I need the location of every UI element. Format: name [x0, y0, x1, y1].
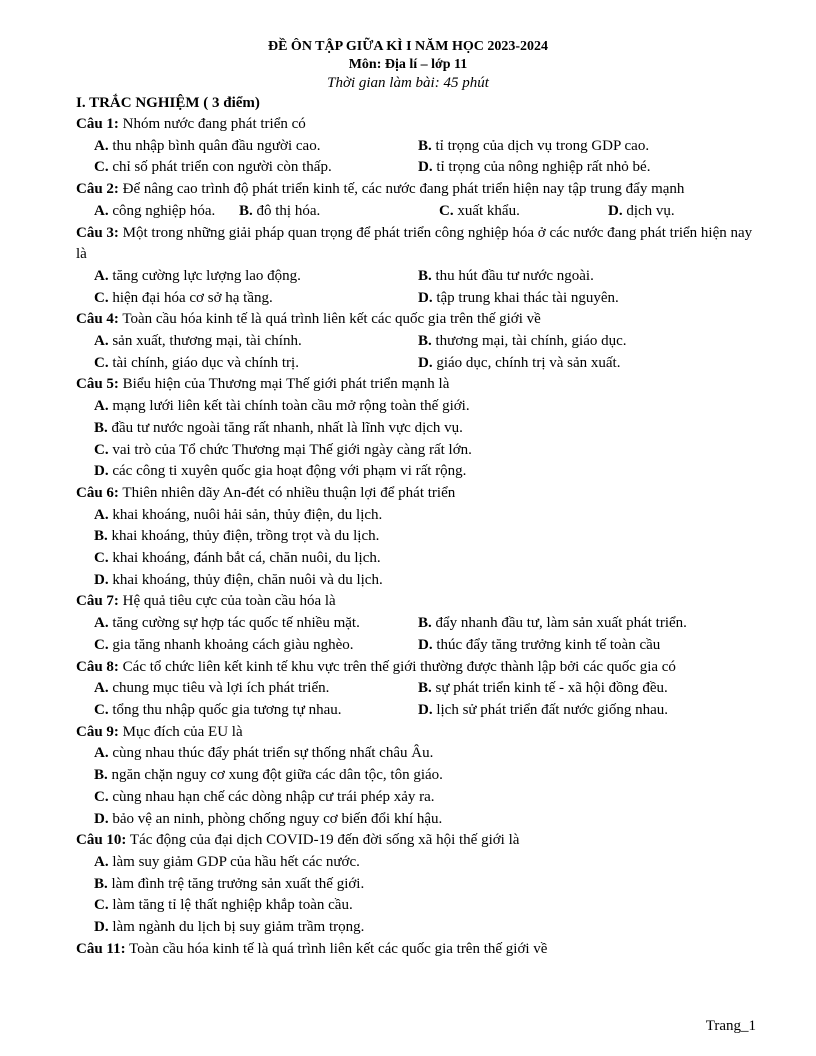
option-text: đầu tư nước ngoài tăng rất nhanh, nhất là lĩnh vực dịch vụ.	[107, 419, 463, 436]
option-b	[94, 767, 443, 783]
option-row	[76, 136, 760, 158]
option-a	[94, 201, 239, 223]
option-text: khai khoáng, thủy điện, chăn nuôi và du lịch.	[108, 571, 383, 588]
option-row	[76, 201, 760, 223]
option-text: sản xuất, thương mại, tài chính.	[108, 333, 302, 350]
question-5	[76, 374, 760, 483]
question-stem	[76, 591, 760, 613]
option-row	[76, 678, 760, 700]
option-letter: C.	[94, 636, 109, 653]
option-text: tập trung khai thác tài nguyên.	[432, 289, 619, 306]
option-text: sự phát triển kinh tế - xã hội đồng đều.	[431, 680, 668, 697]
option-letter: D.	[418, 159, 433, 176]
option-letter: A.	[94, 615, 109, 632]
option-text: tăng cường sự hợp tác quốc tế nhiều mặt.	[108, 615, 360, 632]
option-letter: C.	[94, 354, 109, 371]
option-b	[418, 136, 760, 158]
option-letter: D.	[94, 810, 109, 827]
option-c	[76, 635, 418, 657]
option-letter: C.	[94, 289, 109, 306]
option-letter: B.	[239, 202, 253, 219]
exam-content	[76, 92, 760, 960]
option-b	[94, 528, 379, 544]
question-number: Câu 9:	[76, 723, 119, 740]
option-d	[418, 288, 760, 310]
question-text: Hệ quả tiêu cực của toàn cầu hóa là	[118, 593, 336, 610]
option-letter: D.	[418, 354, 433, 371]
option-c	[94, 550, 381, 566]
question-stem	[76, 939, 760, 961]
option-text: gia tăng nhanh khoảng cách giàu nghèo.	[108, 636, 354, 653]
option-text: dịch vụ.	[622, 202, 675, 219]
option-b	[418, 266, 760, 288]
option-text: hiện đại hóa cơ sở hạ tầng.	[108, 289, 273, 306]
option-text: tỉ trọng của dịch vụ trong GDP cao.	[431, 137, 650, 154]
question-4	[76, 309, 760, 374]
option-letter: B.	[94, 767, 108, 784]
option-a	[76, 136, 418, 158]
option-row	[76, 895, 760, 917]
option-row	[76, 331, 760, 353]
question-number: Câu 11:	[76, 940, 126, 957]
option-b	[94, 876, 364, 892]
option-a	[94, 854, 360, 870]
question-10	[76, 830, 760, 939]
option-d	[94, 811, 442, 827]
option-row	[76, 787, 760, 809]
option-text: mạng lưới liên kết tài chính toàn cầu mở rộng toàn thế giới.	[108, 398, 470, 415]
option-letter: D.	[418, 701, 433, 718]
option-b	[418, 613, 760, 635]
option-a	[76, 266, 418, 288]
question-number: Câu 10:	[76, 832, 127, 849]
option-text: làm tăng tỉ lệ thất nghiệp khắp toàn cầu.	[108, 897, 353, 914]
option-d	[608, 201, 675, 223]
option-letter: C.	[94, 159, 109, 176]
option-text: vai trò của Tổ chức Thương mại Thế giới ngày càng rất lớn.	[108, 441, 472, 458]
question-3	[76, 223, 760, 310]
option-a	[94, 507, 382, 523]
exam-subject: Môn: Địa lí – lớp 11	[348, 57, 468, 72]
option-letter: D.	[418, 636, 433, 653]
option-row	[76, 396, 760, 418]
option-row	[76, 440, 760, 462]
question-text: Biểu hiện của Thương mại Thế giới phát triển mạnh là	[118, 376, 450, 393]
option-letter: C.	[439, 202, 454, 219]
question-2	[76, 179, 760, 222]
option-row	[76, 613, 760, 635]
option-letter: A.	[94, 680, 109, 697]
option-text: thúc đẩy tăng trưởng kinh tế toàn cầu	[432, 636, 661, 653]
option-row	[76, 743, 760, 765]
question-stem	[76, 483, 760, 505]
option-row	[76, 266, 760, 288]
option-b	[418, 331, 760, 353]
option-text: tổng thu nhập quốc gia tương tự nhau.	[108, 701, 342, 718]
option-a	[76, 678, 418, 700]
option-row	[76, 917, 760, 939]
question-6	[76, 483, 760, 592]
option-text: làm suy giảm GDP của hầu hết các nước.	[108, 853, 360, 870]
question-text: Nhóm nước đang phát triển có	[118, 116, 306, 132]
option-b	[418, 678, 760, 700]
question-number: Câu 2:	[76, 181, 119, 198]
question-number: Câu 3:	[76, 224, 119, 241]
option-b	[239, 201, 439, 223]
option-row	[76, 635, 760, 657]
question-stem	[76, 114, 760, 136]
question-number: Câu 7:	[76, 593, 119, 610]
question-text: Toàn cầu hóa kinh tế là quá trình liên kết các quốc gia trên thế giới về	[118, 311, 541, 328]
option-letter: B.	[418, 615, 432, 632]
question-11	[76, 939, 760, 961]
option-text: cùng nhau thúc đẩy phát triển sự thống nhất châu Âu.	[108, 745, 434, 762]
question-text: Thiên nhiên dãy An-đét có nhiều thuận lợi để phát triển	[118, 484, 456, 501]
question-number: Câu 4:	[76, 311, 119, 328]
option-row	[76, 548, 760, 570]
page-number: Trang_1	[705, 1018, 756, 1034]
question-text: Các tổ chức liên kết kinh tế khu vực trên thế giới thường được thành lập bởi các quốc gia có	[118, 658, 676, 675]
option-text: bảo vệ an ninh, phòng chống nguy cơ biến đổi khí hậu.	[108, 810, 443, 827]
question-stem	[76, 657, 760, 679]
option-text: lịch sử phát triển đất nước giống nhau.	[432, 701, 668, 718]
exam-title: ĐỀ ÔN TẬP GIỮA KÌ I NĂM HỌC 2023-2024	[267, 39, 548, 54]
question-number: Câu 5:	[76, 376, 119, 393]
question-stem	[76, 374, 760, 396]
option-letter: D.	[608, 202, 623, 219]
option-letter: C.	[94, 441, 109, 458]
option-row	[76, 288, 760, 310]
option-letter: B.	[418, 137, 432, 154]
question-number: Câu 8:	[76, 658, 119, 675]
option-text: đẩy nhanh đầu tư, làm sản xuất phát triển.	[431, 615, 687, 632]
question-text: Toàn cầu hóa kinh tế là quá trình liên kết các quốc gia trên thế giới về	[125, 940, 548, 957]
exam-time: Thời gian làm bài: 45 phút	[327, 75, 489, 91]
option-letter: A.	[94, 506, 109, 523]
option-row	[76, 418, 760, 440]
option-d	[94, 572, 383, 588]
option-letter: D.	[94, 919, 109, 936]
question-9	[76, 722, 760, 831]
option-text: chỉ số phát triển con người còn thấp.	[108, 159, 332, 176]
option-row	[76, 809, 760, 831]
question-text: Mục đích của EU là	[118, 723, 243, 740]
question-1	[76, 114, 760, 179]
option-a	[94, 745, 433, 761]
option-text: các công ti xuyên quốc gia hoạt động với phạm vi rất rộng.	[108, 463, 467, 480]
option-a	[94, 398, 470, 414]
question-7	[76, 591, 760, 656]
option-letter: B.	[94, 528, 108, 545]
option-text: công nghiệp hóa.	[108, 202, 216, 219]
option-text: ngăn chặn nguy cơ xung đột giữa các dân tộc, tôn giáo.	[107, 767, 443, 784]
option-letter: B.	[418, 267, 432, 284]
option-a	[76, 613, 418, 635]
option-letter: B.	[418, 333, 432, 350]
question-text: Để nâng cao trình độ phát triển kinh tế, các nước đang phát triển hiện nay tập trung đẩy mạnh	[118, 181, 685, 198]
question-number: Câu 6:	[76, 484, 119, 501]
option-text: chung mục tiêu và lợi ích phát triển.	[108, 680, 330, 697]
option-text: cùng nhau hạn chế các dòng nhập cư trái phép xảy ra.	[108, 788, 435, 805]
option-row	[76, 700, 760, 722]
option-row	[76, 765, 760, 787]
question-stem	[76, 722, 760, 744]
option-row	[76, 526, 760, 548]
option-letter: A.	[94, 333, 109, 350]
option-letter: A.	[94, 853, 109, 870]
option-d	[418, 635, 760, 657]
question-stem	[76, 179, 760, 201]
question-stem	[76, 223, 760, 266]
option-letter: A.	[94, 267, 109, 284]
option-letter: B.	[418, 680, 432, 697]
option-letter: C.	[94, 897, 109, 914]
option-c	[94, 789, 435, 805]
option-c	[76, 157, 418, 179]
option-letter: D.	[94, 571, 109, 588]
option-text: tỉ trọng của nông nghiệp rất nhỏ bé.	[432, 159, 651, 176]
option-d	[94, 463, 466, 479]
option-text: tài chính, giáo dục và chính trị.	[108, 354, 299, 371]
option-letter: D.	[94, 463, 109, 480]
option-text: giáo dục, chính trị và sản xuất.	[432, 354, 621, 371]
option-text: khai khoáng, đánh bắt cá, chăn nuôi, du lịch.	[108, 550, 381, 567]
question-text: Tác động của đại dịch COVID-19 đến đời sống xã hội thế giới là	[126, 832, 520, 849]
option-text: tăng cường lực lượng lao động.	[108, 267, 301, 284]
option-d	[418, 700, 760, 722]
question-stem	[76, 309, 760, 331]
option-row	[76, 505, 760, 527]
option-text: đô thị hóa.	[252, 202, 321, 219]
option-c	[76, 700, 418, 722]
question-text: Một trong những giải pháp quan trọng để phát triển công nghiệp hóa ở các nước đang phát triển hiện nay là	[76, 224, 753, 263]
option-text: làm đình trệ tăng trưởng sản xuất thế giới.	[107, 875, 365, 892]
option-letter: B.	[94, 419, 108, 436]
option-letter: C.	[94, 788, 109, 805]
option-row	[76, 852, 760, 874]
option-c	[439, 201, 608, 223]
section-heading: I. TRẮC NGHIỆM ( 3 điểm)	[76, 95, 260, 111]
question-number: Câu 1:	[76, 116, 119, 132]
option-c	[76, 288, 418, 310]
option-text: khai khoáng, thủy điện, trồng trọt và du lịch.	[107, 528, 380, 545]
question-stem	[76, 830, 760, 852]
option-c	[94, 442, 472, 458]
option-letter: A.	[94, 137, 109, 154]
option-text: xuất khẩu.	[453, 202, 520, 219]
option-a	[76, 331, 418, 353]
option-letter: A.	[94, 745, 109, 762]
option-text: thu hút đầu tư nước ngoài.	[431, 267, 594, 284]
option-d	[94, 919, 364, 935]
option-text: làm ngành du lịch bị suy giảm trầm trọng.	[108, 919, 365, 936]
question-8	[76, 657, 760, 722]
option-b	[94, 420, 463, 436]
option-text: thu nhập bình quân đầu người cao.	[108, 137, 321, 154]
exam-header	[0, 38, 816, 92]
option-c	[76, 353, 418, 375]
option-row	[76, 570, 760, 592]
option-letter: D.	[418, 289, 433, 306]
option-letter: C.	[94, 701, 109, 718]
option-d	[418, 353, 760, 375]
option-text: thương mại, tài chính, giáo dục.	[431, 333, 627, 350]
option-row	[76, 157, 760, 179]
option-letter: C.	[94, 550, 109, 567]
option-c	[94, 897, 353, 913]
option-text: khai khoáng, nuôi hải sản, thủy điện, du lịch.	[108, 506, 383, 523]
option-letter: A.	[94, 202, 109, 219]
option-letter: B.	[94, 875, 108, 892]
option-letter: A.	[94, 398, 109, 415]
option-row	[76, 353, 760, 375]
option-row	[76, 461, 760, 483]
option-d	[418, 157, 760, 179]
question-list	[76, 114, 760, 960]
option-row	[76, 874, 760, 896]
